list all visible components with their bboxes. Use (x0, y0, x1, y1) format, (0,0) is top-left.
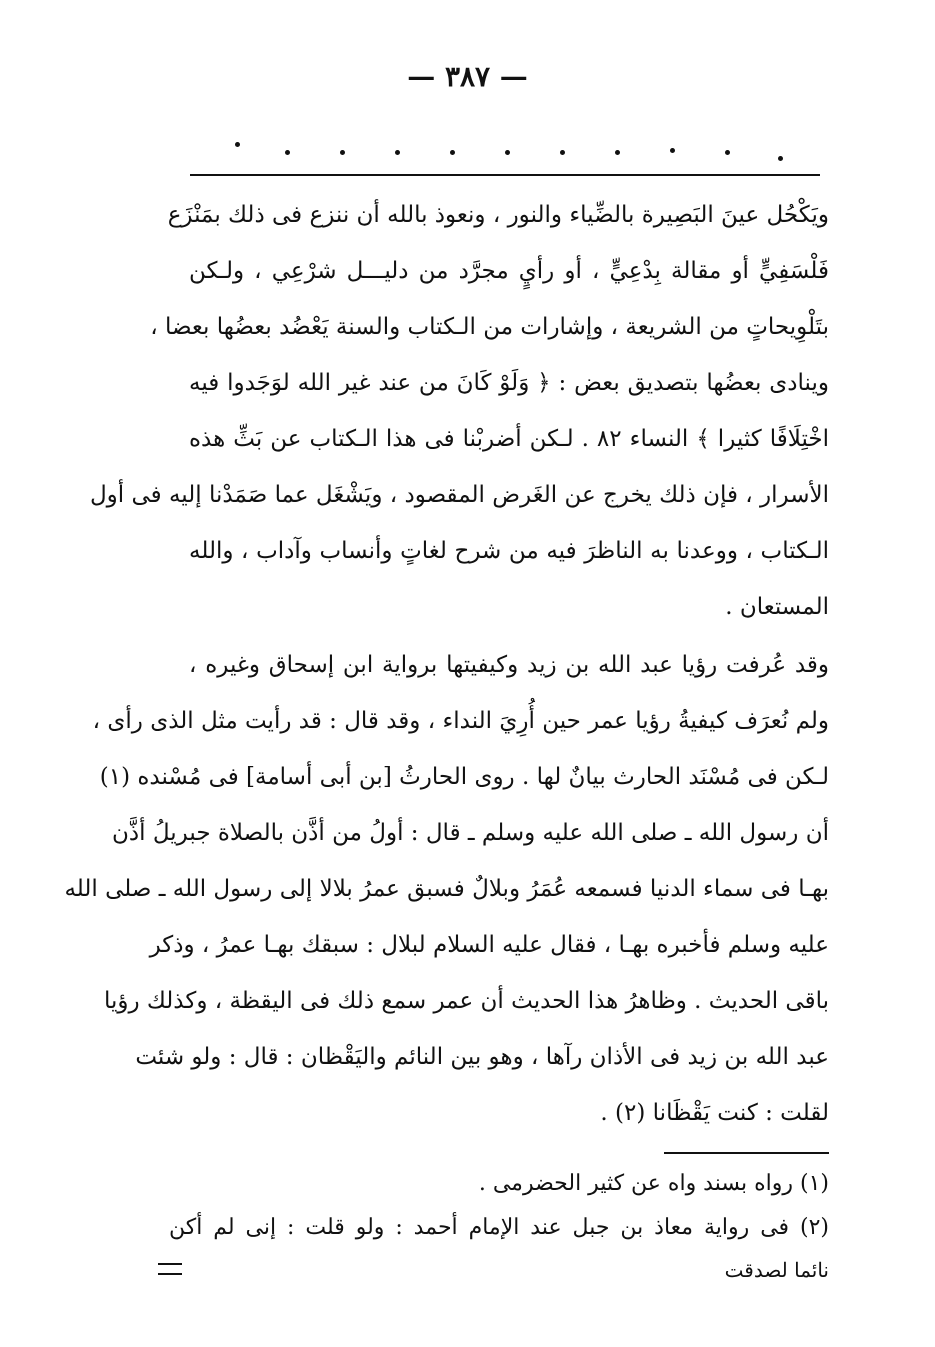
paragraph-line: الأسرار ، فإن ذلك يخرج عن الغَرض المقصود ، ويَشْغَل عما صَمَدْنا إليه فى أول (89, 482, 829, 508)
paragraph-line: أن رسول الله ـ صلى الله عليه وسلم ـ قال : أولُ من أذَّن بالصلاة جبريلُ أذَّن (112, 820, 829, 846)
paragraph-line: لقلت : كنت يَقْظَانا (٢) . (600, 1100, 829, 1126)
paragraph-1 (89, 187, 829, 635)
paragraph-line: لـكن فى مُسْنَد الحارث بيانٌ لها . روى الحارثُ [بن أبى أسامة] فى مُسْنده (١) (99, 764, 829, 790)
header-rule (190, 174, 820, 176)
paragraph-line: وينادى بعضُها بتصديق بعض : ﴿ وَلَوْ كَانَ من عند غير الله لوَجَدوا فيه (189, 370, 829, 396)
paragraph-line: اخْتِلَافًا كثيرا ﴾ النساء ٨٢ . لـكن أضربْنا فى هذا الـكتاب عن بَثِّ هذه (189, 426, 829, 452)
paragraph-line: باقى الحديث . وظاهرُ هذا الحديث أن عمر سمع ذلك فى اليقظة ، وكذلك رؤيا (103, 988, 829, 1014)
paragraph-line: بهـا فى سماء الدنيا فسمعه عُمَرُ وبلالٌ فسبق عمرُ بلالا إلى رسول الله ـ صلى الله (64, 876, 829, 902)
footnote-divider (664, 1152, 829, 1154)
page-number: — ٣٨٧ — (407, 60, 528, 93)
header-ornament (190, 140, 810, 160)
paragraph-2 (64, 637, 829, 1141)
paragraph-line: الـكتاب ، ووعدنا به الناظرَ فيه من شرح لغاتٍ وأنساب وآداب ، والله (189, 538, 829, 564)
paragraph-line: عبد الله بن زيد فى الأذان رآها ، وهو بين النائم واليَقْظان : قال : ولو شئت (135, 1044, 829, 1070)
footnote-1: (١) رواه بسند واه عن كثير الحضرمى . (478, 1171, 829, 1196)
paragraph-line: ولم نُعرَف كيفيةُ رؤيا عمر حين أُرِيَ النداء ، وقد قال : قد رأيت مثل الذى رأى ، (92, 708, 829, 734)
footnote-2-continuation: نائما لصدقت (724, 1258, 829, 1282)
footnote-2: (٢) فى رواية معاذ بن جبل عند الإمام أحمد : ولو قلت : إنى لم أكن (169, 1215, 829, 1240)
paragraph-line: وقد عُرفت رؤيا عبد الله بن زيد وكيفيتها برواية ابن إسحاق وغيره ، (189, 652, 829, 678)
footnotes (169, 1162, 829, 1290)
paragraph-line: ويَكْحُل عينَ البَصِيرة بالضِّياء والنور ، ونعوذ بالله أن ننزع فى ذلك بمَنْزَع (167, 202, 829, 228)
paragraph-line: عليه وسلم فأخبره بهـا ، فقال عليه السلام لبلال : سبقك بهـا عمرُ ، وذكر (149, 932, 829, 958)
paragraph-line: بتَلْوِيحاتٍ من الشريعة ، وإشارات من الـكتاب والسنة يَعْضُد بعضُها بعضا ، (150, 314, 829, 340)
paragraph-line: فَلْسَفِيٍّ أو مقالة بِدْعِيٍّ ، أو رأيٍ مجرَّد من دليـــل شرْعِي ، ولـكن (189, 258, 829, 284)
paragraph-line: المستعان . (725, 594, 829, 620)
page-end-mark (158, 1263, 182, 1275)
